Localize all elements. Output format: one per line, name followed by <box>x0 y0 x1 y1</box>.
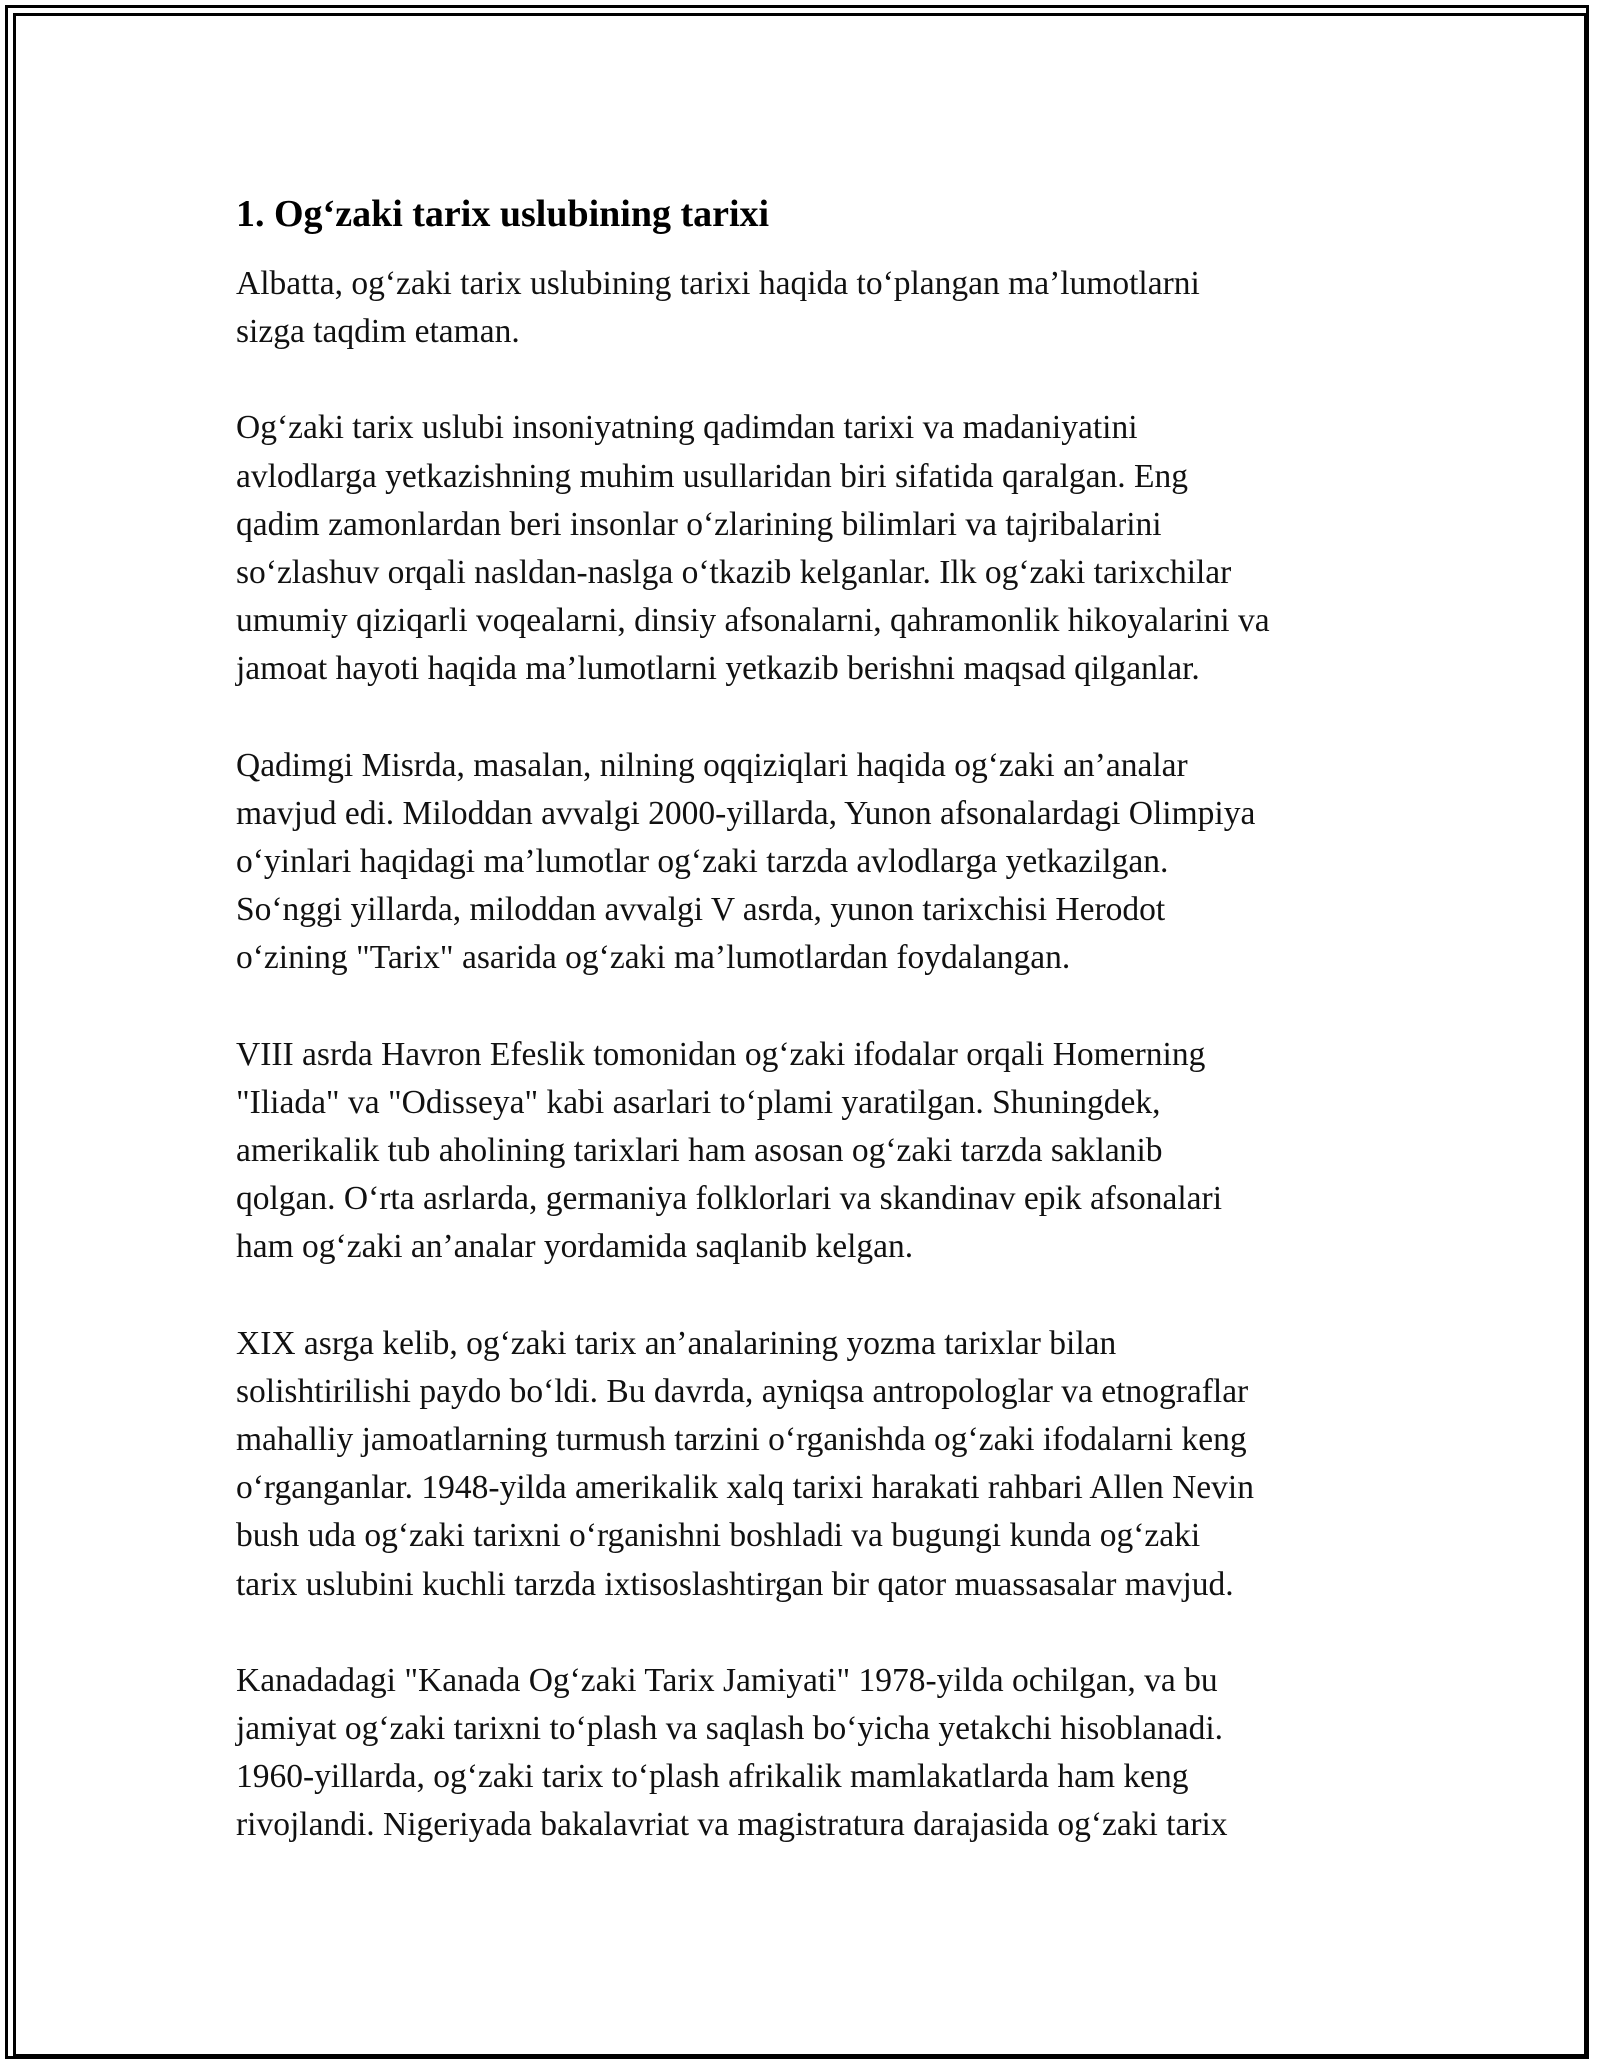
paragraph <box>236 1031 1386 1272</box>
text-line: jamoat hayoti haqida ma’lumotlarni yetkazib berishni maqsad qilganlar. <box>236 650 1200 688</box>
text-line: ham og‘zaki an’analar yordamida saqlanib kelgan. <box>236 1228 914 1266</box>
text-line: jamiyat og‘zaki tarixni to‘plash va saqlash bo‘yicha yetakchi hisoblanadi. <box>236 1710 1224 1748</box>
text-line: So‘nggi yillarda, miloddan avvalgi V asrda, yunon tarixchisi Herodot <box>236 891 1166 929</box>
text-line: sizga taqdim etaman. <box>236 313 520 351</box>
document-body <box>236 188 1386 1898</box>
text-line: Kanadadagi "Kanada Og‘zaki Tarix Jamiyati" 1978-yilda ochilgan, va bu <box>236 1661 1218 1699</box>
text-line: 1960-yillarda, og‘zaki tarix to‘plash afrikalik mamlakatlarda ham keng <box>236 1758 1189 1796</box>
text-line: Qadimgi Misrda, masalan, nilning oqqiziqlari haqida og‘zaki an’analar <box>236 746 1188 784</box>
text-line: umumiy qiziqarli voqealarni, dinsiy afsonalarni, qahramonlik hikoyalarini va <box>236 602 1270 640</box>
text-line: bush uda og‘zaki tarixni o‘rganishni boshladi va bugungi kunda og‘zaki <box>236 1517 1201 1555</box>
text-line: "Iliada" va "Odisseya" kabi asarlari to‘plami yaratilgan. Shuningdek, <box>236 1083 1161 1121</box>
text-line: rivojlandi. Nigeriyada bakalavriat va magistratura darajasida og‘zaki tarix <box>236 1806 1228 1844</box>
text-line: o‘zining "Tarix" asarida og‘zaki ma’lumotlardan foydalangan. <box>236 939 1071 977</box>
text-line: o‘yinlari haqidagi ma’lumotlar og‘zaki tarzda avlodlarga yetkazilgan. <box>236 843 1169 881</box>
text-line: qolgan. O‘rta asrlarda, germaniya folklorlari va skandinav epik afsonalari <box>236 1180 1223 1218</box>
paragraph <box>236 1320 1386 1609</box>
text-line: solishtirilishi paydo bo‘ldi. Bu davrda, ayniqsa antropologlar va etnograflar <box>236 1372 1249 1410</box>
text-line: mavjud edi. Miloddan avvalgi 2000-yillarda, Yunon afsonalardagi Olimpiya <box>236 794 1256 832</box>
text-line: VIII asrda Havron Efeslik tomonidan og‘zaki ifodalar orqali Homerning <box>236 1035 1206 1073</box>
text-line: qadim zamonlardan beri insonlar o‘zlarining bilimlari va tajribalarini <box>236 505 1162 543</box>
text-line: mahalliy jamoatlarning turmush tarzini o‘rganishda og‘zaki ifodalarni keng <box>236 1421 1247 1459</box>
text-line: o‘rganganlar. 1948-yilda amerikalik xalq tarixi harakati rahbari Allen Nevin <box>236 1469 1254 1507</box>
text-line: amerikalik tub aholining tarixlari ham asosan og‘zaki tarzda saklanib <box>236 1132 1163 1170</box>
document-title: 1. Og‘zaki tarix uslubining tarixi <box>236 193 770 235</box>
text-line: so‘zlashuv orqali nasldan-naslga o‘tkazib kelganlar. Ilk og‘zaki tarixchilar <box>236 554 1232 592</box>
paragraph <box>236 260 1386 356</box>
text-line: Og‘zaki tarix uslubi insoniyatning qadimdan tarixi va madaniyatini <box>236 409 1138 447</box>
text-line: avlodlarga yetkazishning muhim usullaridan biri sifatida qaralgan. Eng <box>236 457 1189 495</box>
text-line: Albatta, og‘zaki tarix uslubining tarixi haqida to‘plangan ma’lumotlarni <box>236 265 1200 302</box>
paragraph <box>236 742 1386 983</box>
text-line: XIX asrga kelib, og‘zaki tarix an’analarining yozma tarixlar bilan <box>236 1324 1117 1362</box>
paragraph <box>236 404 1386 693</box>
text-line: tarix uslubini kuchli tarzda ixtisoslashtirgan bir qator muassasalar mavjud. <box>236 1565 1234 1603</box>
paragraph <box>236 1657 1386 1850</box>
